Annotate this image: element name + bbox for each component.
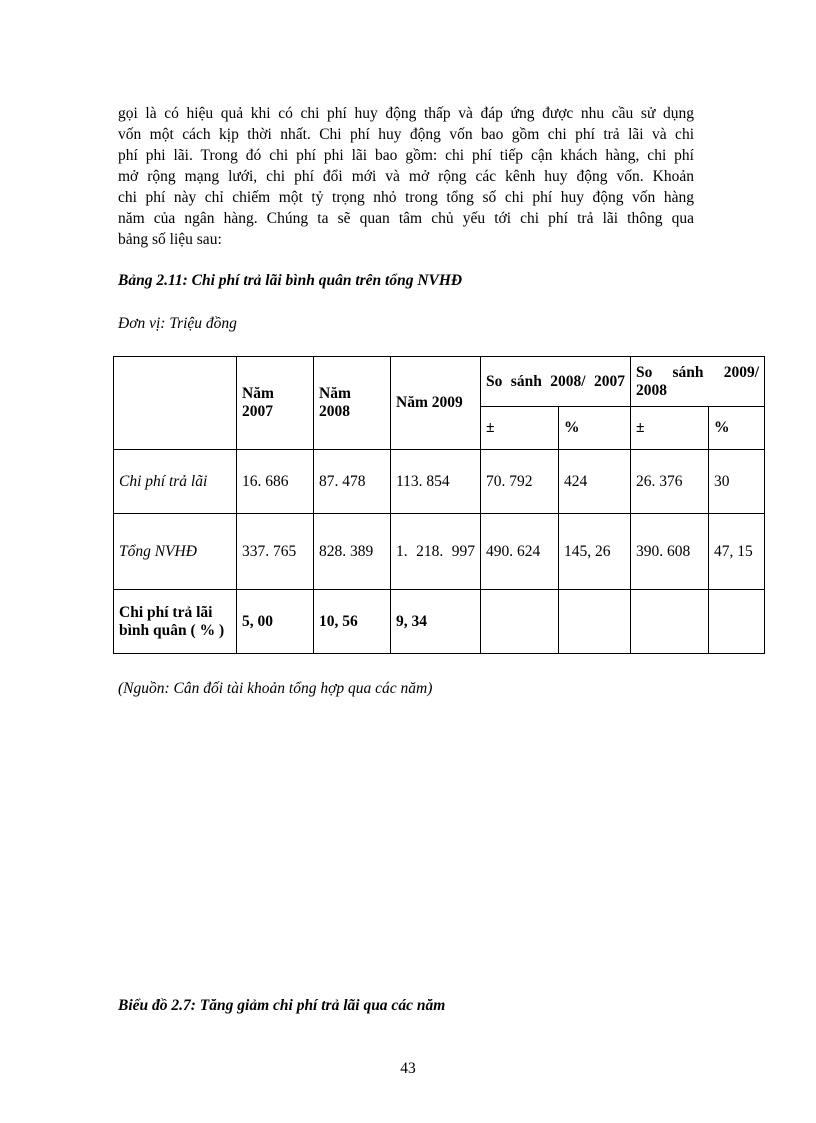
paragraph-line: vốn một cách kịp thời nhất. Chi phí huy động vốn bao gồm chi phí trả lãi và chi (118, 126, 694, 143)
table-cell: 113. 854 (391, 450, 481, 514)
header-2007: Năm 2007 (237, 357, 314, 450)
data-table (113, 356, 765, 654)
table-cell: 1. 218. 997 (391, 514, 481, 590)
chart-title: Biểu đồ 2.7: Tăng giảm chi phí trả lãi qua các năm (118, 997, 446, 1014)
table-cell: 87. 478 (314, 450, 391, 514)
table-cell: 490. 624 (481, 514, 559, 590)
paragraph-line: bảng số liệu sau: (118, 231, 222, 248)
table-cell (559, 590, 631, 654)
source-note: (Nguồn: Cân đối tài khoản tổng hợp qua các năm) (118, 680, 433, 697)
unit-label: Đơn vị: Triệu đồng (118, 315, 237, 332)
row-label: Tổng NVHĐ (114, 514, 237, 590)
paragraph-line: chi phí này chỉ chiếm một tỷ trọng nhỏ trong tổng số chi phí huy động vốn hàng (118, 189, 694, 206)
paragraph-line: gọi là có hiệu quả khi có chi phí huy động thấp và đáp ứng được nhu cầu sử dụng (118, 105, 694, 122)
table-cell: 337. 765 (237, 514, 314, 590)
table-cell (631, 590, 709, 654)
row-label: Chi phí trả lãi bình quân ( % ) (114, 590, 237, 654)
table-cell (709, 590, 765, 654)
header-compare-2008-2007: So sánh 2008/ 2007 (481, 357, 631, 407)
table-cell: 5, 00 (237, 590, 314, 654)
table-cell: 9, 34 (391, 590, 481, 654)
body-paragraph (118, 103, 694, 250)
table-cell: 47, 15 (709, 514, 765, 590)
table-cell: 10, 56 (314, 590, 391, 654)
table-cell: 145, 26 (559, 514, 631, 590)
table-cell: 424 (559, 450, 631, 514)
table-cell: 26. 376 (631, 450, 709, 514)
table-title: Bảng 2.11: Chi phí trả lãi bình quân trên tổng NVHĐ (118, 272, 463, 289)
paragraph-line: phí phi lãi. Trong đó chi phí phi lãi bao gồm: chi phí tiếp cận khách hàng, chi phí (118, 147, 694, 164)
header-percent: % (559, 407, 631, 450)
page-number: 43 (400, 1060, 416, 1077)
header-diff: ± (481, 407, 559, 450)
table-cell (481, 590, 559, 654)
row-label: Chi phí trả lãi (114, 450, 237, 514)
table-cell: 390. 608 (631, 514, 709, 590)
paragraph-line: mở rộng mạng lưới, chi phí đổi mới và mở rộng các kênh huy động vốn. Khoản (118, 168, 694, 185)
table-cell: 828. 389 (314, 514, 391, 590)
header-diff: ± (631, 407, 709, 450)
header-compare-2009-2008: So sánh 2009/ 2008 (631, 357, 765, 407)
header-percent: % (709, 407, 765, 450)
header-2008: Năm 2008 (314, 357, 391, 450)
header-empty-cell (114, 357, 237, 450)
table-cell: 16. 686 (237, 450, 314, 514)
header-2009: Năm 2009 (391, 357, 481, 450)
paragraph-line: năm của ngân hàng. Chúng ta sẽ quan tâm chủ yếu tới chi phí trả lãi thông qua (118, 210, 694, 227)
table-cell: 70. 792 (481, 450, 559, 514)
table-cell: 30 (709, 450, 765, 514)
